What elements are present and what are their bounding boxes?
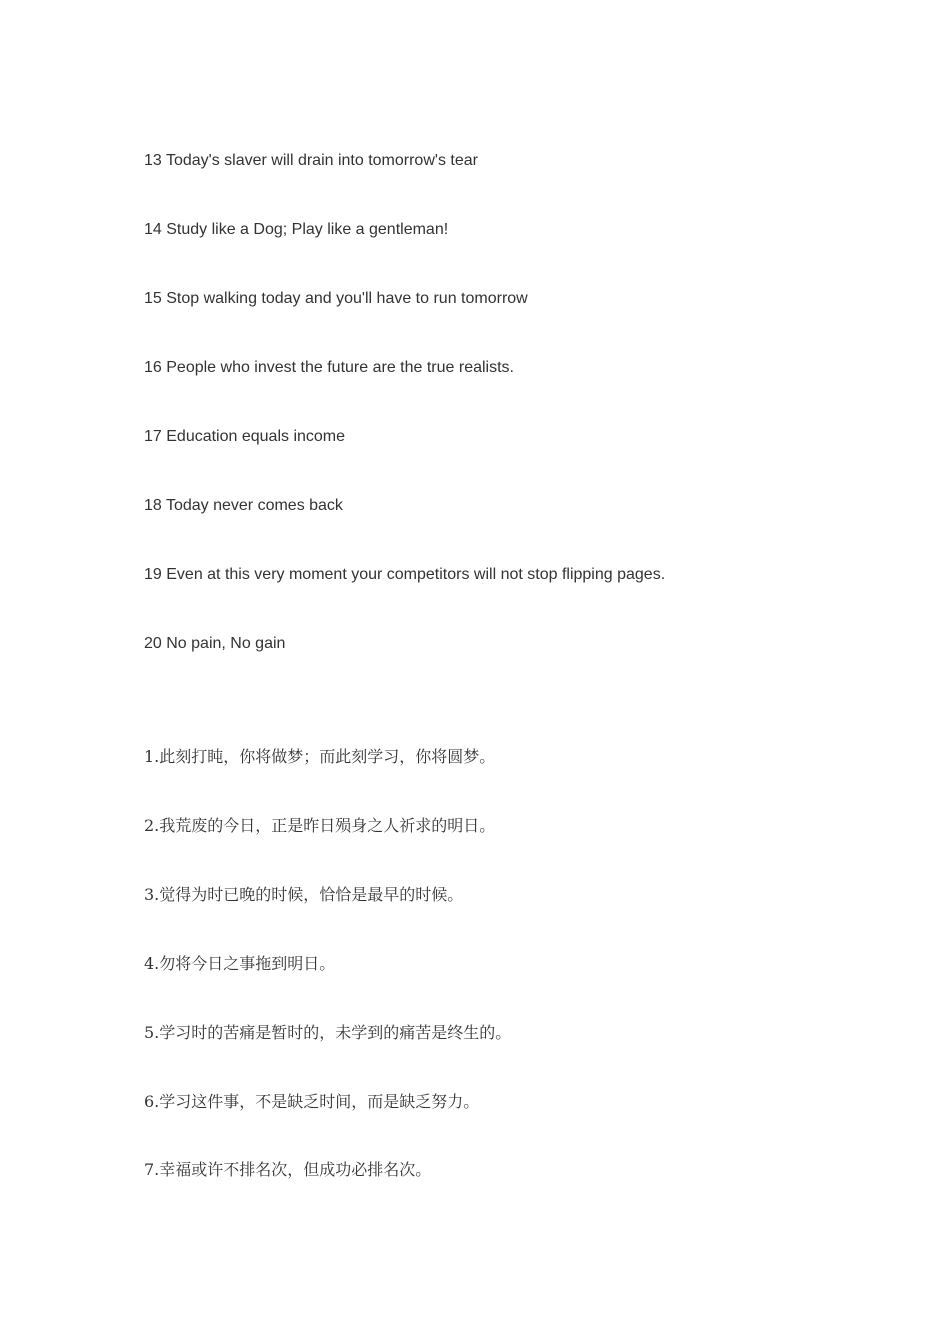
english-quote-17: 17 Education equals income: [144, 428, 346, 445]
english-quote-13: 13 Today's slaver will drain into tomorrow's tear: [144, 152, 478, 169]
chinese-quote-5: 5.学习时的苦痛是暂时的，未学到的痛苦是终生的。: [144, 1023, 512, 1042]
english-quote-15: 15 Stop walking today and you'll have to run tomorrow: [144, 290, 528, 307]
chinese-quote-1: 1.此刻打盹，你将做梦；而此刻学习，你将圆梦。: [144, 747, 496, 766]
chinese-quote-4: 4.勿将今日之事拖到明日。: [144, 954, 336, 973]
english-quote-14: 14 Study like a Dog; Play like a gentleman!: [144, 221, 449, 238]
chinese-quote-3: 3.觉得为时已晚的时候，恰恰是最早的时候。: [144, 885, 464, 904]
chinese-quote-7: 7.幸福或许不排名次，但成功必排名次。: [144, 1160, 432, 1179]
english-quote-19: 19 Even at this very moment your competitors will not stop flipping pages.: [144, 566, 666, 583]
english-quote-16: 16 People who invest the future are the true realists.: [144, 359, 514, 376]
english-quote-18: 18 Today never comes back: [144, 497, 343, 514]
english-quote-20: 20 No pain, No gain: [144, 635, 286, 652]
chinese-quote-6: 6.学习这件事，不是缺乏时间，而是缺乏努力。: [144, 1092, 480, 1111]
chinese-quote-2: 2.我荒废的今日，正是昨日殒身之人祈求的明日。: [144, 816, 496, 835]
